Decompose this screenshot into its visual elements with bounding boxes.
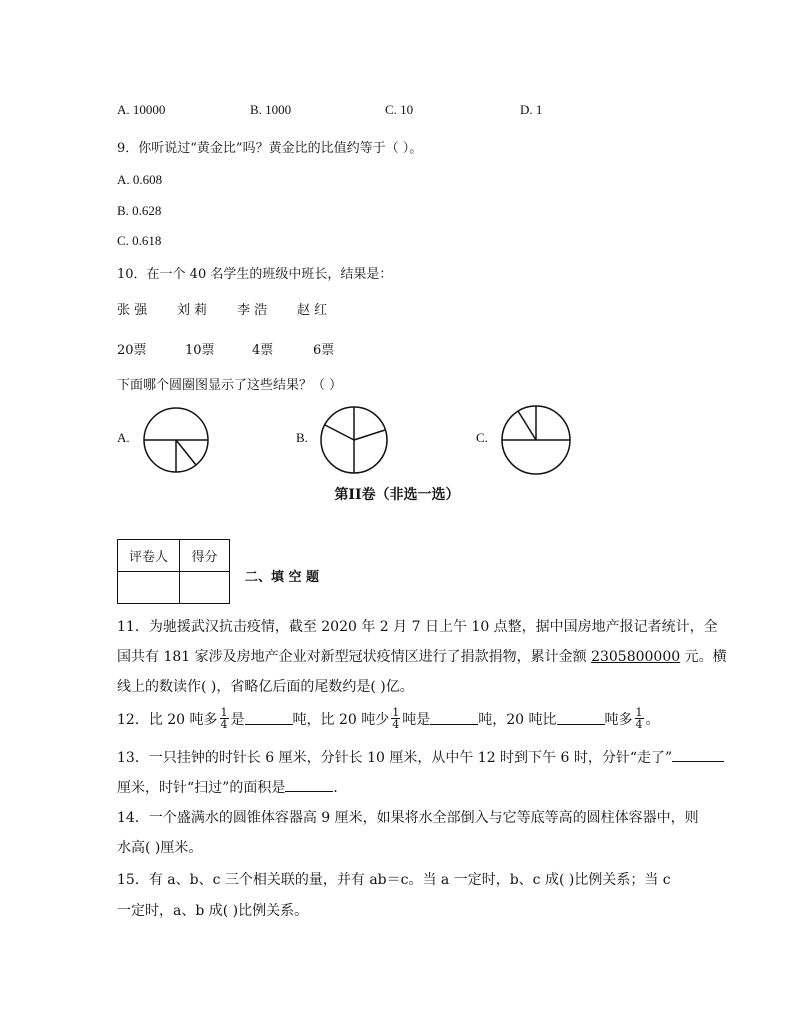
q12-text-2: 是 <box>230 711 245 728</box>
pie-chart-b <box>318 404 390 476</box>
q8-option-a: A. 10000 <box>117 102 166 117</box>
q11-line2-text-a: 国共有 181 家涉及房地产企业对新型冠状疫情区进行了捐款捐物，累计金额 <box>117 649 592 665</box>
q14-line1: 14．一个盛满水的圆锥体容器高 9 厘米，如果将水全部倒入与它等底等高的圆柱体容器中，则 <box>117 810 699 826</box>
q9-option-c: C. 0.618 <box>117 233 162 248</box>
q12-fraction-2 <box>391 707 400 730</box>
q10-choice-b-label: B. <box>296 430 308 445</box>
q13-line1 <box>117 747 724 767</box>
q11-line3: 线上的数读作( )，省略亿后面的尾数约是( )亿。 <box>117 679 414 695</box>
q8-option-d: D. 1 <box>520 102 543 117</box>
section-heading: 二、填 空 题 <box>245 570 320 585</box>
q10-votes-2: 10票 <box>185 343 215 358</box>
q11-line2-text-b: 元。横 <box>680 649 727 665</box>
q12-text-6: 吨多 <box>604 711 633 728</box>
score-table <box>117 539 230 604</box>
q13-line2-text-a: 厘米，时针“扫过”的面积是 <box>117 780 286 796</box>
q10-name-4: 赵 红 <box>297 303 328 318</box>
q12-text-7: 。 <box>645 711 660 728</box>
q9-option-a: A. 0.608 <box>117 172 163 187</box>
q12-fraction-2-num: 1 <box>392 706 400 719</box>
q10-stem: 10．在一个 40 名学生的班级中班长，结果是： <box>117 267 393 282</box>
score-table-cell-grader[interactable] <box>118 572 180 604</box>
q12-fraction-3-den: 4 <box>635 718 643 731</box>
pie-chart-a <box>141 405 211 475</box>
q10-name-3: 李 浩 <box>237 303 268 318</box>
q12-text-1: 12．比 20 吨多 <box>117 711 218 728</box>
q12-text-3: 吨，比 20 吨少 <box>292 711 390 728</box>
score-table-header-score: 得分 <box>180 540 230 572</box>
q12-line <box>117 707 660 730</box>
q12-text-4: 吨是 <box>402 711 431 728</box>
q12-blank-1[interactable] <box>245 713 293 725</box>
q10-choice-c-label: C. <box>476 430 488 445</box>
q8-option-c: C. 10 <box>385 102 414 117</box>
q12-fraction-1-num: 1 <box>220 706 228 719</box>
score-table-header-grader: 评卷人 <box>118 540 180 572</box>
q13-line2-text-b: ． <box>333 780 348 796</box>
pie-chart-c <box>499 403 573 477</box>
q13-line2 <box>117 777 347 797</box>
q12-blank-3[interactable] <box>557 713 605 725</box>
q12-text-5: 吨，20 吨比 <box>478 711 557 728</box>
q11-line2 <box>117 646 727 666</box>
q13-blank-2[interactable] <box>285 780 333 792</box>
q10-name-2: 刘 莉 <box>177 303 208 318</box>
q13-blank-1[interactable] <box>672 750 724 762</box>
q10-votes-1: 20票 <box>117 343 147 358</box>
q10-votes-3: 4票 <box>252 343 274 358</box>
q9-option-b: B. 0.628 <box>117 203 162 218</box>
q15-line2: 一定时，a、b 成( )比例关系。 <box>117 903 309 919</box>
q11-amount: 2305800000 <box>591 649 681 665</box>
q12-fraction-1-den: 4 <box>220 718 228 731</box>
q10-prompt: 下面哪个圆圈图显示了这些结果？（ ） <box>117 378 343 393</box>
q12-blank-2[interactable] <box>430 713 478 725</box>
q12-fraction-2-den: 4 <box>392 718 400 731</box>
q10-votes-4: 6票 <box>313 343 335 358</box>
q13-line1-text: 13．一只挂钟的时针长 6 厘米，分针长 10 厘米，从中午 12 时到下午 6 时，分针“走了” <box>117 750 673 766</box>
q12-fraction-1 <box>220 707 229 730</box>
q15-line1: 15．有 a、b、c 三个相关联的量，并有 ab＝c。当 a 一定时，b、c 成( )比例关系；当 c <box>117 872 671 888</box>
q11-line1: 11．为驰援武汉抗击疫情，截至 2020 年 2 月 7 日上午 10 点整，据中国房地产报记者统计，全 <box>117 619 718 635</box>
section-title: 第II卷（非选一选） <box>334 487 460 503</box>
q9-stem: 9．你听说过“黄金比”吗？黄金比的比值约等于（ ）。 <box>117 141 423 156</box>
score-table-cell-score[interactable] <box>180 572 230 604</box>
q8-option-b: B. 1000 <box>250 102 292 117</box>
q12-fraction-3-num: 1 <box>635 706 643 719</box>
q10-name-1: 张 强 <box>117 303 148 318</box>
q14-line2: 水高( )厘米。 <box>117 840 203 856</box>
q12-fraction-3 <box>635 707 644 730</box>
q10-choice-a-label: A. <box>117 430 130 445</box>
